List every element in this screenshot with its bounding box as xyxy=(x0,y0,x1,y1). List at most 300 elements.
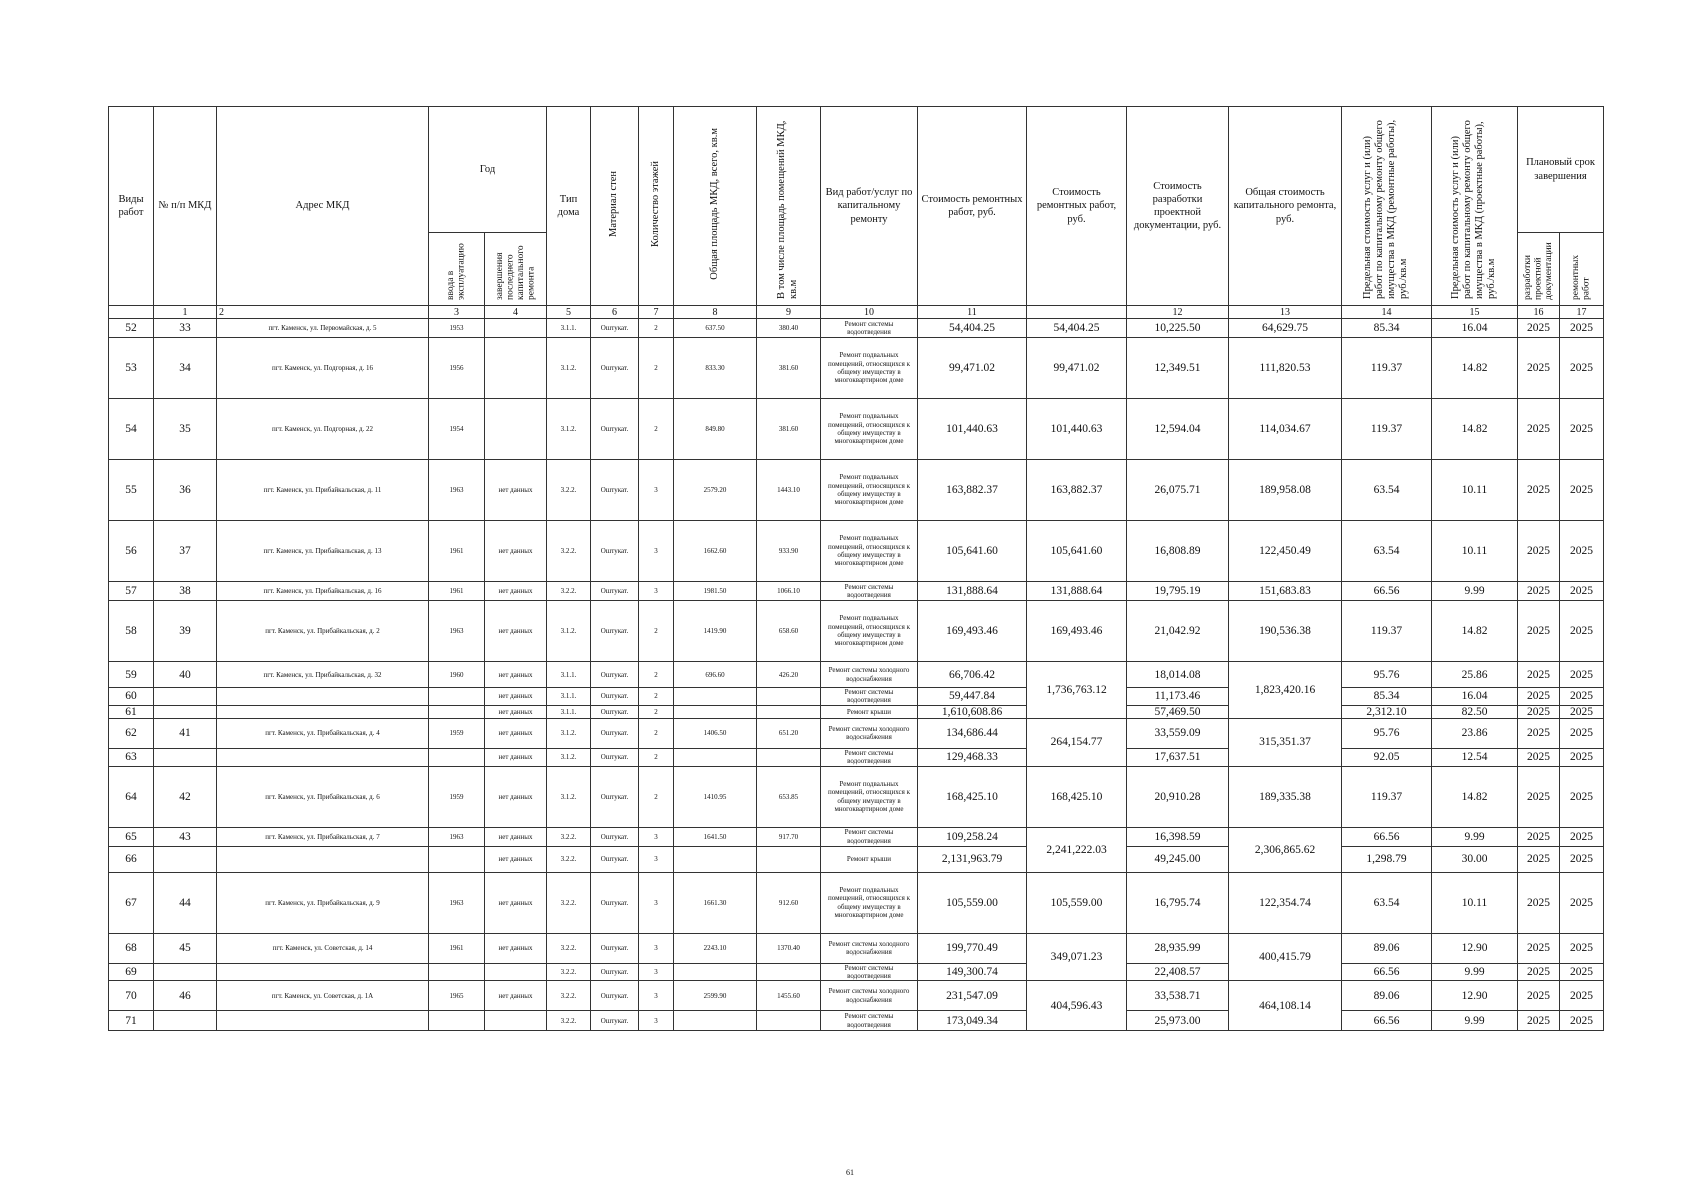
header-total-area: Общая площадь МКД, всего, кв.м xyxy=(674,107,757,306)
cell-row-number: 58 xyxy=(109,601,154,662)
cell-work-type: Ремонт крыши xyxy=(821,846,918,872)
cell-limit-design: 9.99 xyxy=(1432,1011,1518,1031)
cell-year-last-repair: нет данных xyxy=(485,766,547,827)
cell-address xyxy=(217,688,429,706)
cell-deadline-design: 2025 xyxy=(1518,521,1560,582)
cell-wall-material: Оштукат. xyxy=(591,705,639,718)
cell-floors: 3 xyxy=(639,460,674,521)
cell-deadline-repair: 2025 xyxy=(1560,827,1604,846)
cell-floors: 3 xyxy=(639,933,674,963)
cell-year-commissioned: 1961 xyxy=(429,521,485,582)
cell-room-area: 917.70 xyxy=(757,827,821,846)
cell-year-last-repair: нет данных xyxy=(485,705,547,718)
cell-house-type: 3.2.2. xyxy=(547,981,591,1011)
column-number: 7 xyxy=(639,306,674,319)
cell-wall-material: Оштукат. xyxy=(591,846,639,872)
cell-repair-cost-total: 404,596.43 xyxy=(1027,981,1127,1031)
cell-repair-cost: 101,440.63 xyxy=(918,399,1027,460)
cell-deadline-design: 2025 xyxy=(1518,688,1560,706)
cell-year-commissioned xyxy=(429,688,485,706)
cell-address: пгт. Каменск, ул. Прибайкальская, д. 6 xyxy=(217,766,429,827)
cell-total-area: 2579.20 xyxy=(674,460,757,521)
cell-floors: 3 xyxy=(639,846,674,872)
cell-total-area: 849.80 xyxy=(674,399,757,460)
header-deadline-design: разработки проектной документации xyxy=(1518,233,1560,306)
cell-floors: 3 xyxy=(639,521,674,582)
header-floors: Количество этажей xyxy=(639,107,674,306)
table-row xyxy=(109,766,1604,827)
cell-limit-design: 14.82 xyxy=(1432,399,1518,460)
cell-row-number: 62 xyxy=(109,718,154,748)
cell-limit-design: 23.86 xyxy=(1432,718,1518,748)
cell-wall-material: Оштукат. xyxy=(591,688,639,706)
table-row xyxy=(109,827,1604,846)
cell-building-number: 40 xyxy=(154,662,217,688)
cell-deadline-repair: 2025 xyxy=(1560,688,1604,706)
cell-limit-design: 16.04 xyxy=(1432,319,1518,338)
cell-room-area xyxy=(757,688,821,706)
cell-building-number: 46 xyxy=(154,981,217,1011)
cell-design-cost: 21,042.92 xyxy=(1127,601,1229,662)
cell-row-number: 54 xyxy=(109,399,154,460)
cell-total-area: 833.30 xyxy=(674,338,757,399)
cell-year-commissioned: 1956 xyxy=(429,338,485,399)
cell-limit-repair: 1,298.79 xyxy=(1342,846,1432,872)
cell-total-cost: 464,108.14 xyxy=(1229,981,1342,1031)
cell-repair-cost-total: 99,471.02 xyxy=(1027,338,1127,399)
cell-year-commissioned: 1954 xyxy=(429,399,485,460)
cell-building-number: 43 xyxy=(154,827,217,846)
cell-room-area: 1443.10 xyxy=(757,460,821,521)
cell-repair-cost-total: 349,071.23 xyxy=(1027,933,1127,981)
cell-limit-design: 82.50 xyxy=(1432,705,1518,718)
cell-repair-cost-total: 163,882.37 xyxy=(1027,460,1127,521)
column-number: 1 xyxy=(154,306,217,319)
cell-year-commissioned xyxy=(429,846,485,872)
header-building-number: № п/п МКД xyxy=(154,107,217,306)
header-limit-repair: Предельная стоимость услуг и (или) работ по капитальному ремонту общего имущества в МКД (ремонтные работы), руб./кв.м xyxy=(1342,107,1432,306)
cell-row-number: 67 xyxy=(109,872,154,933)
table-row xyxy=(109,963,1604,981)
cell-floors: 2 xyxy=(639,319,674,338)
cell-repair-cost: 163,882.37 xyxy=(918,460,1027,521)
cell-limit-repair: 95.76 xyxy=(1342,662,1432,688)
cell-wall-material: Оштукат. xyxy=(591,662,639,688)
cell-floors: 2 xyxy=(639,688,674,706)
cell-year-commissioned xyxy=(429,705,485,718)
cell-limit-design: 14.82 xyxy=(1432,766,1518,827)
column-number: 17 xyxy=(1560,306,1604,319)
cell-house-type: 3.2.2. xyxy=(547,933,591,963)
cell-wall-material: Оштукат. xyxy=(591,872,639,933)
cell-deadline-repair: 2025 xyxy=(1560,748,1604,766)
cell-total-area: 2243.10 xyxy=(674,933,757,963)
cell-house-type: 3.1.2. xyxy=(547,766,591,827)
cell-limit-design: 9.99 xyxy=(1432,963,1518,981)
cell-row-number: 53 xyxy=(109,338,154,399)
cell-total-area: 1419.90 xyxy=(674,601,757,662)
cell-work-type: Ремонт подвальных помещений, относящихся к общему имуществу в многоквартирном доме xyxy=(821,338,918,399)
cell-deadline-design: 2025 xyxy=(1518,748,1560,766)
cell-floors: 3 xyxy=(639,582,674,601)
cell-repair-cost: 168,425.10 xyxy=(918,766,1027,827)
cell-deadline-repair: 2025 xyxy=(1560,846,1604,872)
cell-repair-cost: 109,258.24 xyxy=(918,827,1027,846)
cell-total-cost: 189,958.08 xyxy=(1229,460,1342,521)
cell-design-cost: 16,795.74 xyxy=(1127,872,1229,933)
header-work-types: Виды работ xyxy=(109,107,154,306)
cell-limit-repair: 119.37 xyxy=(1342,338,1432,399)
cell-limit-design: 16.04 xyxy=(1432,688,1518,706)
cell-limit-design: 10.11 xyxy=(1432,460,1518,521)
cell-building-number: 34 xyxy=(154,338,217,399)
cell-building-number xyxy=(154,1011,217,1031)
cell-house-type: 3.2.2. xyxy=(547,827,591,846)
cell-work-type: Ремонт системы водоотведения xyxy=(821,319,918,338)
cell-deadline-design: 2025 xyxy=(1518,399,1560,460)
cell-wall-material: Оштукат. xyxy=(591,766,639,827)
cell-repair-cost: 129,468.33 xyxy=(918,748,1027,766)
cell-wall-material: Оштукат. xyxy=(591,718,639,748)
cell-room-area: 653.85 xyxy=(757,766,821,827)
cell-total-cost: 122,450.49 xyxy=(1229,521,1342,582)
cell-address: пгт. Каменск, ул. Прибайкальская, д. 4 xyxy=(217,718,429,748)
cell-deadline-repair: 2025 xyxy=(1560,933,1604,963)
capital-repair-register xyxy=(108,106,1603,1031)
cell-limit-repair: 119.37 xyxy=(1342,766,1432,827)
cell-year-last-repair xyxy=(485,399,547,460)
cell-building-number: 38 xyxy=(154,582,217,601)
cell-floors: 2 xyxy=(639,662,674,688)
table-row xyxy=(109,872,1604,933)
cell-deadline-repair: 2025 xyxy=(1560,963,1604,981)
cell-address: пгт. Каменск, ул. Прибайкальская, д. 32 xyxy=(217,662,429,688)
cell-address: пгт. Каменск, ул. Прибайкальская, д. 11 xyxy=(217,460,429,521)
cell-wall-material: Оштукат. xyxy=(591,827,639,846)
cell-deadline-repair: 2025 xyxy=(1560,521,1604,582)
cell-repair-cost: 59,447.84 xyxy=(918,688,1027,706)
cell-address xyxy=(217,1011,429,1031)
cell-room-area: 381.60 xyxy=(757,338,821,399)
cell-design-cost: 22,408.57 xyxy=(1127,963,1229,981)
table-row xyxy=(109,460,1604,521)
cell-deadline-repair: 2025 xyxy=(1560,319,1604,338)
cell-work-type: Ремонт подвальных помещений, относящихся к общему имуществу в многоквартирном доме xyxy=(821,872,918,933)
cell-limit-repair: 95.76 xyxy=(1342,718,1432,748)
cell-floors: 2 xyxy=(639,766,674,827)
cell-design-cost: 26,075.71 xyxy=(1127,460,1229,521)
cell-limit-repair: 89.06 xyxy=(1342,933,1432,963)
cell-floors: 2 xyxy=(639,748,674,766)
cell-work-type: Ремонт системы холодного водоснабжения xyxy=(821,718,918,748)
cell-total-area xyxy=(674,963,757,981)
column-number: 13 xyxy=(1229,306,1342,319)
cell-total-area xyxy=(674,1011,757,1031)
cell-limit-repair: 119.37 xyxy=(1342,601,1432,662)
column-number: 10 xyxy=(821,306,918,319)
cell-design-cost: 33,559.09 xyxy=(1127,718,1229,748)
header-repair-cost-2: Стоимость ремонтных работ, руб. xyxy=(1027,107,1127,306)
cell-repair-cost: 231,547.09 xyxy=(918,981,1027,1011)
cell-total-cost: 114,034.67 xyxy=(1229,399,1342,460)
cell-house-type: 3.1.2. xyxy=(547,718,591,748)
header-limit-design: Предельная стоимость услуг и (или) работ по капитальному ремонту общего имущества в МКД (проектные работы), руб./кв.м xyxy=(1432,107,1518,306)
cell-address: пгт. Каменск, ул. Советская, д. 1А xyxy=(217,981,429,1011)
column-number-row xyxy=(109,306,1604,319)
cell-total-area: 2599.90 xyxy=(674,981,757,1011)
cell-room-area: 1370.40 xyxy=(757,933,821,963)
cell-deadline-repair: 2025 xyxy=(1560,662,1604,688)
cell-house-type: 3.1.2. xyxy=(547,601,591,662)
cell-house-type: 3.2.2. xyxy=(547,872,591,933)
cell-year-commissioned: 1963 xyxy=(429,460,485,521)
cell-address xyxy=(217,748,429,766)
cell-row-number: 57 xyxy=(109,582,154,601)
table-row xyxy=(109,662,1604,688)
cell-year-commissioned: 1961 xyxy=(429,933,485,963)
header-deadline-repair: ремонтных работ xyxy=(1560,233,1604,306)
cell-repair-cost: 149,300.74 xyxy=(918,963,1027,981)
cell-design-cost: 11,173.46 xyxy=(1127,688,1229,706)
cell-house-type: 3.1.1. xyxy=(547,688,591,706)
header-year-last-repair: завершения последнего капитального ремонта xyxy=(485,233,547,306)
header-design-cost: Стоимость разработки проектной документации, руб. xyxy=(1127,107,1229,306)
cell-building-number: 45 xyxy=(154,933,217,963)
cell-repair-cost: 131,888.64 xyxy=(918,582,1027,601)
cell-year-commissioned xyxy=(429,1011,485,1031)
cell-floors: 3 xyxy=(639,963,674,981)
cell-work-type: Ремонт подвальных помещений, относящихся к общему имуществу в многоквартирном доме xyxy=(821,601,918,662)
cell-year-commissioned xyxy=(429,963,485,981)
cell-year-commissioned: 1963 xyxy=(429,827,485,846)
column-number: 3 xyxy=(429,306,485,319)
cell-deadline-design: 2025 xyxy=(1518,1011,1560,1031)
cell-work-type: Ремонт системы водоотведения xyxy=(821,688,918,706)
cell-deadline-repair: 2025 xyxy=(1560,872,1604,933)
cell-total-cost: 400,415.79 xyxy=(1229,933,1342,981)
cell-deadline-design: 2025 xyxy=(1518,662,1560,688)
cell-year-last-repair: нет данных xyxy=(485,718,547,748)
cell-year-last-repair: нет данных xyxy=(485,933,547,963)
cell-house-type: 3.2.2. xyxy=(547,846,591,872)
cell-design-cost: 18,014.08 xyxy=(1127,662,1229,688)
cell-wall-material: Оштукат. xyxy=(591,338,639,399)
cell-row-number: 68 xyxy=(109,933,154,963)
cell-address: пгт. Каменск, ул. Прибайкальская, д. 16 xyxy=(217,582,429,601)
column-number: 8 xyxy=(674,306,757,319)
cell-total-cost: 190,536.38 xyxy=(1229,601,1342,662)
cell-repair-cost: 105,559.00 xyxy=(918,872,1027,933)
cell-total-area: 1662.60 xyxy=(674,521,757,582)
cell-total-area xyxy=(674,688,757,706)
table-row xyxy=(109,933,1604,963)
cell-building-number xyxy=(154,963,217,981)
cell-address: пгт. Каменск, ул. Прибайкальская, д. 9 xyxy=(217,872,429,933)
cell-year-commissioned: 1959 xyxy=(429,766,485,827)
cell-wall-material: Оштукат. xyxy=(591,399,639,460)
cell-repair-cost: 105,641.60 xyxy=(918,521,1027,582)
cell-total-area xyxy=(674,748,757,766)
table-row xyxy=(109,319,1604,338)
cell-deadline-design: 2025 xyxy=(1518,338,1560,399)
cell-total-area: 1406.50 xyxy=(674,718,757,748)
cell-design-cost: 20,910.28 xyxy=(1127,766,1229,827)
cell-row-number: 65 xyxy=(109,827,154,846)
cell-work-type: Ремонт системы холодного водоснабжения xyxy=(821,933,918,963)
cell-deadline-repair: 2025 xyxy=(1560,601,1604,662)
cell-deadline-repair: 2025 xyxy=(1560,766,1604,827)
cell-room-area: 380.40 xyxy=(757,319,821,338)
cell-deadline-design: 2025 xyxy=(1518,933,1560,963)
cell-limit-repair: 66.56 xyxy=(1342,1011,1432,1031)
cell-repair-cost-total: 264,154.77 xyxy=(1027,718,1127,766)
header-year: Год xyxy=(429,107,547,233)
cell-wall-material: Оштукат. xyxy=(591,601,639,662)
column-number: 15 xyxy=(1432,306,1518,319)
table-row xyxy=(109,748,1604,766)
cell-work-type: Ремонт подвальных помещений, относящихся к общему имуществу в многоквартирном доме xyxy=(821,399,918,460)
cell-row-number: 60 xyxy=(109,688,154,706)
cell-design-cost: 57,469.50 xyxy=(1127,705,1229,718)
cell-year-last-repair: нет данных xyxy=(485,872,547,933)
cell-room-area: 912.60 xyxy=(757,872,821,933)
column-number: 16 xyxy=(1518,306,1560,319)
cell-room-area xyxy=(757,846,821,872)
cell-limit-design: 25.86 xyxy=(1432,662,1518,688)
cell-deadline-repair: 2025 xyxy=(1560,460,1604,521)
cell-deadline-repair: 2025 xyxy=(1560,705,1604,718)
cell-limit-design: 9.99 xyxy=(1432,582,1518,601)
cell-repair-cost: 134,686.44 xyxy=(918,718,1027,748)
cell-deadline-repair: 2025 xyxy=(1560,1011,1604,1031)
cell-total-cost: 122,354.74 xyxy=(1229,872,1342,933)
cell-room-area: 658.60 xyxy=(757,601,821,662)
cell-building-number: 33 xyxy=(154,319,217,338)
cell-total-cost: 315,351.37 xyxy=(1229,718,1342,766)
cell-room-area: 933.90 xyxy=(757,521,821,582)
cell-year-commissioned xyxy=(429,748,485,766)
cell-building-number: 39 xyxy=(154,601,217,662)
table-row xyxy=(109,718,1604,748)
cell-floors: 3 xyxy=(639,981,674,1011)
column-number xyxy=(1027,306,1127,319)
table-row xyxy=(109,846,1604,872)
cell-row-number: 64 xyxy=(109,766,154,827)
cell-limit-repair: 89.06 xyxy=(1342,981,1432,1011)
cell-year-last-repair xyxy=(485,1011,547,1031)
cell-repair-cost: 99,471.02 xyxy=(918,338,1027,399)
cell-design-cost: 17,637.51 xyxy=(1127,748,1229,766)
cell-deadline-repair: 2025 xyxy=(1560,399,1604,460)
column-number: 4 xyxy=(485,306,547,319)
table-row xyxy=(109,1011,1604,1031)
cell-deadline-design: 2025 xyxy=(1518,718,1560,748)
cell-wall-material: Оштукат. xyxy=(591,1011,639,1031)
table-row xyxy=(109,688,1604,706)
cell-work-type: Ремонт подвальных помещений, относящихся к общему имуществу в многоквартирном доме xyxy=(821,521,918,582)
cell-design-cost: 12,349.51 xyxy=(1127,338,1229,399)
cell-design-cost: 19,795.19 xyxy=(1127,582,1229,601)
cell-address: пгт. Каменск, ул. Прибайкальская, д. 7 xyxy=(217,827,429,846)
cell-limit-repair: 2,312.10 xyxy=(1342,705,1432,718)
cell-year-commissioned: 1959 xyxy=(429,718,485,748)
cell-house-type: 3.2.2. xyxy=(547,582,591,601)
cell-address xyxy=(217,963,429,981)
cell-total-cost: 1,823,420.16 xyxy=(1229,662,1342,719)
cell-limit-design: 14.82 xyxy=(1432,338,1518,399)
cell-total-area xyxy=(674,705,757,718)
cell-building-number xyxy=(154,705,217,718)
cell-design-cost: 16,808.89 xyxy=(1127,521,1229,582)
cell-deadline-repair: 2025 xyxy=(1560,718,1604,748)
header-house-type: Тип дома xyxy=(547,107,591,306)
column-number: 5 xyxy=(547,306,591,319)
cell-building-number: 44 xyxy=(154,872,217,933)
cell-limit-design: 10.11 xyxy=(1432,521,1518,582)
cell-address: пгт. Каменск, ул. Прибайкальская, д. 13 xyxy=(217,521,429,582)
cell-limit-design: 12.54 xyxy=(1432,748,1518,766)
cell-limit-repair: 63.54 xyxy=(1342,872,1432,933)
cell-total-cost: 189,335.38 xyxy=(1229,766,1342,827)
cell-total-area: 1410.95 xyxy=(674,766,757,827)
cell-address xyxy=(217,705,429,718)
cell-total-area: 1661.30 xyxy=(674,872,757,933)
cell-year-last-repair: нет данных xyxy=(485,582,547,601)
cell-room-area: 426.20 xyxy=(757,662,821,688)
cell-total-cost: 111,820.53 xyxy=(1229,338,1342,399)
cell-floors: 2 xyxy=(639,399,674,460)
cell-deadline-design: 2025 xyxy=(1518,705,1560,718)
cell-year-commissioned: 1965 xyxy=(429,981,485,1011)
column-number: 14 xyxy=(1342,306,1432,319)
cell-total-area: 637.50 xyxy=(674,319,757,338)
cell-year-last-repair xyxy=(485,963,547,981)
table-row xyxy=(109,981,1604,1011)
cell-house-type: 3.2.2. xyxy=(547,1011,591,1031)
cell-total-area xyxy=(674,846,757,872)
table-row xyxy=(109,521,1604,582)
cell-house-type: 3.2.2. xyxy=(547,460,591,521)
cell-house-type: 3.2.2. xyxy=(547,521,591,582)
cell-limit-design: 12.90 xyxy=(1432,981,1518,1011)
cell-house-type: 3.1.2. xyxy=(547,399,591,460)
column-number: 9 xyxy=(757,306,821,319)
cell-floors: 3 xyxy=(639,872,674,933)
header-address: Адрес МКД xyxy=(217,107,429,306)
cell-building-number: 35 xyxy=(154,399,217,460)
cell-repair-cost-total: 168,425.10 xyxy=(1027,766,1127,827)
cell-year-last-repair: нет данных xyxy=(485,748,547,766)
cell-year-last-repair: нет данных xyxy=(485,521,547,582)
cell-total-area: 1641.50 xyxy=(674,827,757,846)
cell-limit-repair: 119.37 xyxy=(1342,399,1432,460)
cell-total-cost: 64,629.75 xyxy=(1229,319,1342,338)
cell-row-number: 70 xyxy=(109,981,154,1011)
cell-address: пгт. Каменск, ул. Прибайкальская, д. 2 xyxy=(217,601,429,662)
cell-limit-design: 14.82 xyxy=(1432,601,1518,662)
header-deadline: Плановый срок завершения xyxy=(1518,107,1604,233)
table-body xyxy=(109,319,1604,1031)
cell-work-type: Ремонт системы водоотведения xyxy=(821,827,918,846)
cell-deadline-repair: 2025 xyxy=(1560,981,1604,1011)
column-number: 12 xyxy=(1127,306,1229,319)
cell-repair-cost: 66,706.42 xyxy=(918,662,1027,688)
cell-year-commissioned: 1960 xyxy=(429,662,485,688)
cell-room-area: 1066.10 xyxy=(757,582,821,601)
cell-wall-material: Оштукат. xyxy=(591,319,639,338)
cell-work-type: Ремонт крыши xyxy=(821,705,918,718)
cell-design-cost: 12,594.04 xyxy=(1127,399,1229,460)
